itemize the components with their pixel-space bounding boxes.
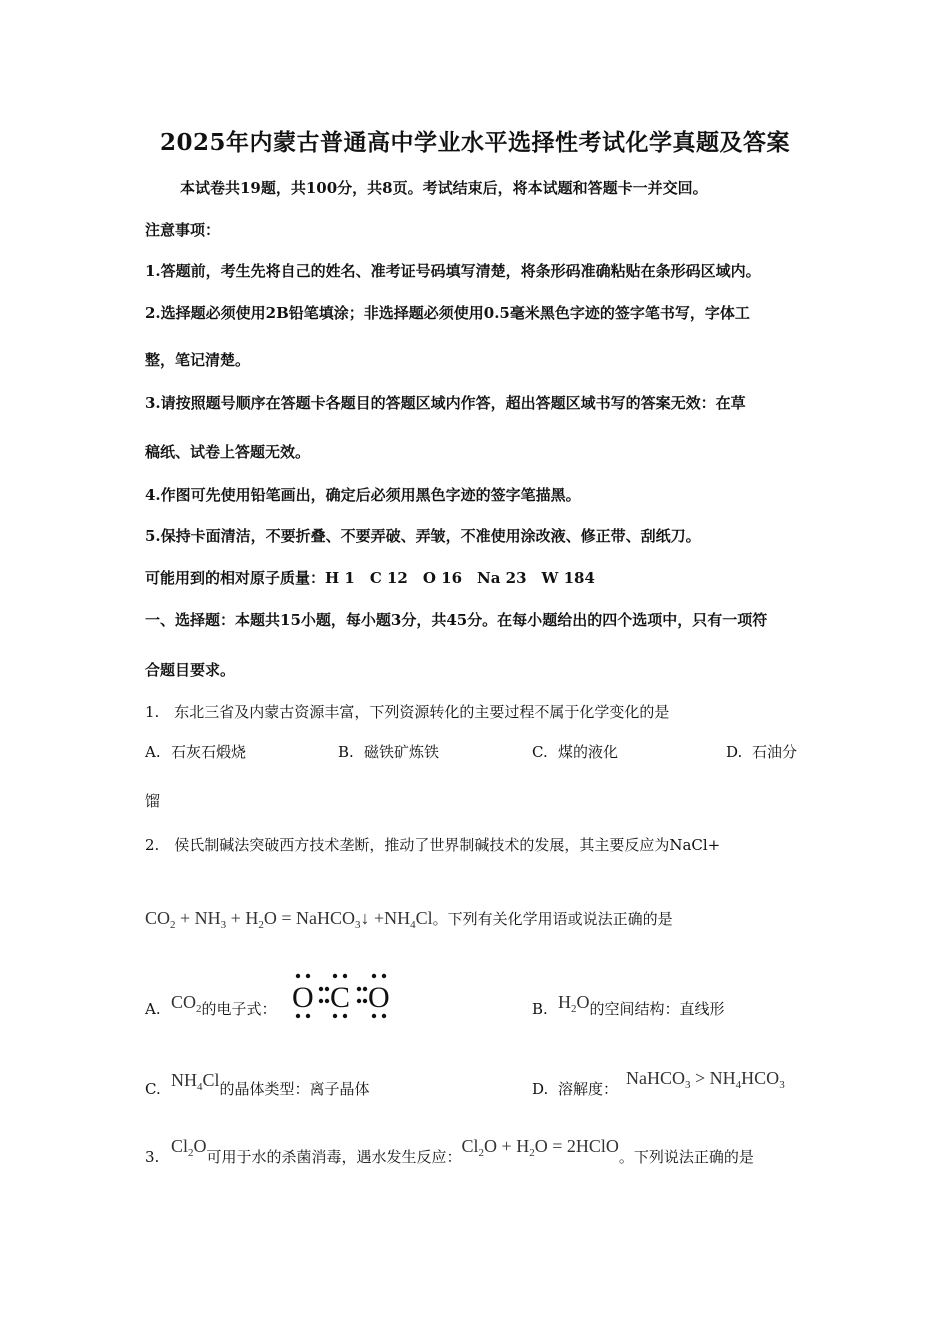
section-1-heading-cont: 合题目要求。 — [145, 661, 236, 679]
q2-option-d-label: D. — [532, 1080, 549, 1098]
q2-option-d-text: 溶解度： — [558, 1080, 619, 1098]
notice-heading: 注意事项： — [145, 221, 221, 239]
q3-stem — [145, 1136, 754, 1173]
notice-item-2: 2.选择题必须使用2B铅笔填涂；非选择题必须使用0.5毫米黑色字迹的签字笔书写，字体工 — [145, 304, 750, 322]
q2-option-a[interactable] — [145, 992, 277, 1025]
q1-option-d-label: D. — [726, 743, 743, 761]
q3-formula-cl2o: $Cl_2O$ — [171, 1136, 207, 1159]
q1-option-a-text: 石灰石煅烧 — [171, 743, 247, 761]
q1-option-b-label: B. — [338, 743, 354, 761]
q1-option-b-text: 磁铁矿炼铁 — [364, 743, 440, 761]
q2-option-d[interactable] — [532, 1068, 785, 1105]
svg-text:O: O — [368, 981, 390, 1014]
document-title: 2025年内蒙古普通高中学业水平选择性考试化学真题及答案 — [159, 129, 790, 156]
q1-option-d-cont: 馏 — [145, 792, 161, 810]
svg-text:O: O — [292, 981, 314, 1014]
q1-option-a-label: A. — [145, 743, 161, 761]
q3-text-1: 可用于水的杀菌消毒，遇水发生反应： — [206, 1148, 462, 1166]
q2-equation-line — [145, 908, 673, 935]
q1-option-c[interactable] — [532, 742, 618, 762]
svg-text:C: C — [330, 981, 351, 1014]
q1-option-b[interactable] — [338, 742, 439, 762]
q3-text-2: 。下列说法正确的是 — [618, 1148, 754, 1166]
notice-item-3-cont: 稿纸、试卷上答题无效。 — [145, 443, 311, 461]
q2-option-a-text: 的电子式： — [201, 1000, 277, 1018]
q1-option-c-text: 煤的液化 — [558, 743, 619, 761]
q2-option-c-formula: $NH_4Cl$ — [171, 1070, 220, 1093]
notice-item-3: 3.请按照题号顺序在答题卡各题目的答题区域内作答，超出答题区域书写的答案无效：在草 — [145, 394, 746, 412]
section-1-heading: 一、选择题：本题共15小题，每小题3分，共45分。在每小题给出的四个选项中，只有一项符 — [145, 611, 768, 629]
q2-option-b-text: 的空间结构：直线形 — [589, 1000, 725, 1018]
q1-stem: 1. 东北三省及内蒙古资源丰富，下列资源转化的主要过程不属于化学变化的是 — [145, 703, 670, 721]
q2-option-b-formula: $H_2O$ — [558, 992, 590, 1015]
q2-option-c-text: 的晶体类型：离子晶体 — [219, 1080, 370, 1098]
q2-option-a-label: A. — [145, 1000, 161, 1018]
co2-lewis-structure — [288, 970, 398, 1020]
q3-number: 3. — [145, 1148, 160, 1166]
q1-option-d-text: 石油分 — [752, 743, 798, 761]
notice-item-2-cont: 整，笔记清楚。 — [145, 351, 251, 369]
notice-item-4: 4.作图可先使用铅笔画出，确定后必须用黑色字迹的签字笔描黑。 — [145, 486, 581, 504]
q3-equation: $Cl_2O + H_2O$ = 2HClO — [461, 1136, 619, 1159]
q2-option-d-formula: NaHCO$_3$ > $NH_4HCO_3$ — [626, 1068, 785, 1091]
notice-item-1: 1.答题前，考生先将自己的姓名、准考证号码填写清楚，将条形码准确粘贴在条形码区域内。 — [145, 262, 761, 280]
q1-option-a[interactable] — [145, 742, 246, 762]
q2-stem-tail: 。下列有关化学用语或说法正确的是 — [432, 910, 673, 928]
q2-option-b[interactable] — [532, 992, 725, 1025]
q2-stem: 2. 侯氏制碱法突破西方技术垄断，推动了世界制碱技术的发展，其主要反应为NaCl+ — [145, 836, 721, 854]
q2-option-a-formula: $CO_2$ — [171, 992, 202, 1015]
notice-item-5: 5.保持卡面清洁，不要折叠、不要弄破、弄皱，不准使用涂改液、修正带、刮纸刀。 — [145, 527, 701, 545]
q2-option-b-label: B. — [532, 1000, 548, 1018]
atomic-masses: 可能用到的相对原子质量：H 1 C 12 O 16 Na 23 W 184 — [145, 569, 595, 587]
q2-equation: $CO_2 + NH_3 + H_2O$ = NaHCO$_3$↓ $+NH_4Cl$ — [145, 908, 433, 931]
q1-option-c-label: C. — [532, 743, 548, 761]
q2-option-c[interactable] — [145, 1070, 370, 1105]
q2-option-c-label: C. — [145, 1080, 161, 1098]
intro-text: 本试卷共19题，共100分，共8页。考试结束后，将本试题和答题卡一并交回。 — [180, 179, 708, 197]
q1-option-d[interactable] — [726, 742, 797, 762]
